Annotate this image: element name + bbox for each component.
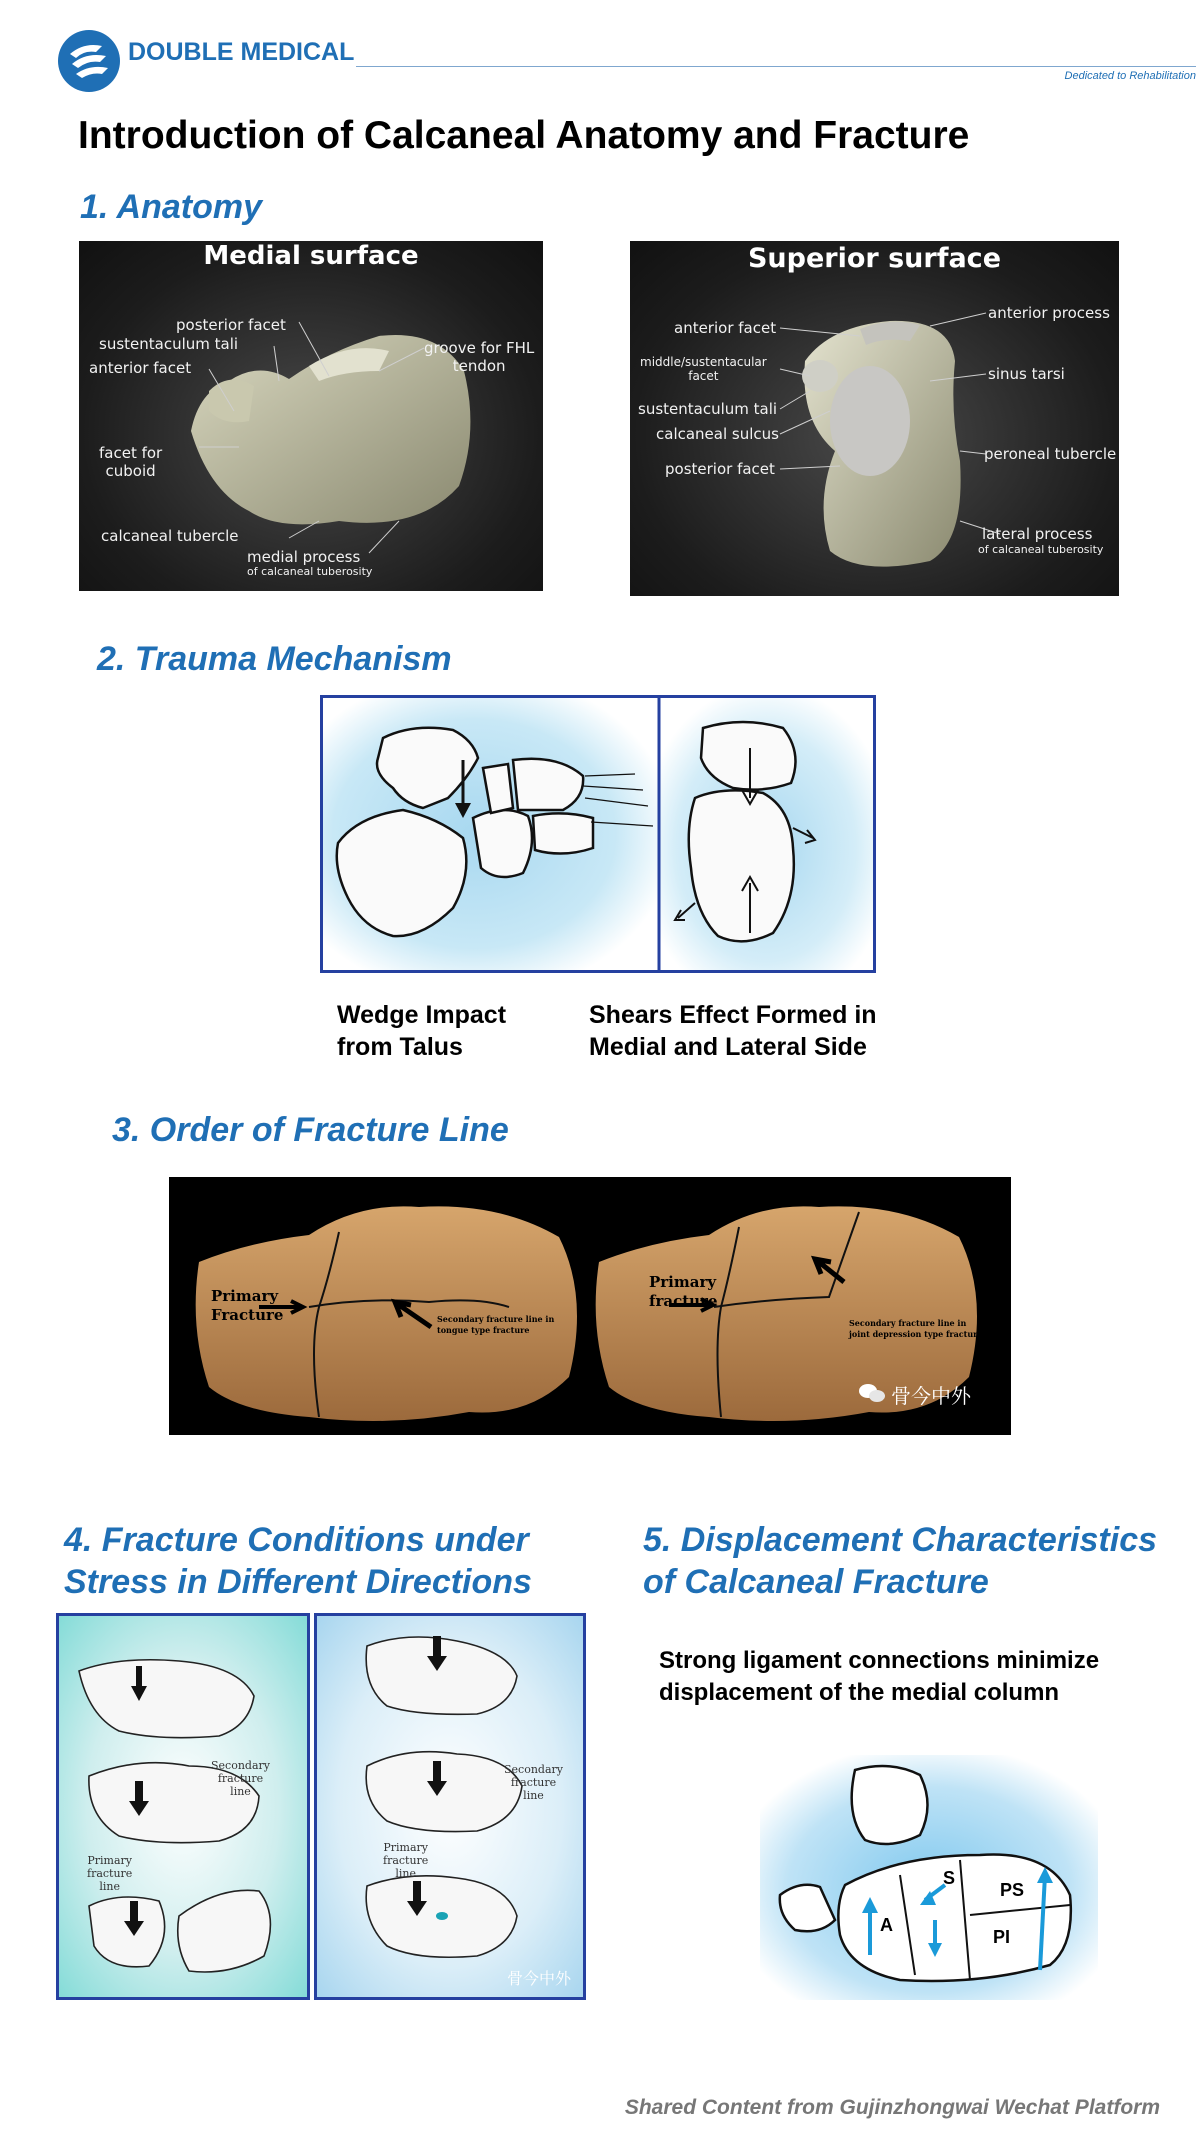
trauma-caption-right: Shears Effect Formed in Medial and Lateral Side: [589, 1001, 877, 1061]
section-anatomy-title: 1. Anatomy: [80, 188, 263, 226]
section-trauma-title: 2. Trauma Mechanism: [97, 640, 452, 678]
label-peroneal-tubercle: peroneal tubercle: [984, 445, 1117, 463]
trauma-caption-left: Wedge Impact from Talus: [337, 1001, 507, 1061]
label-calcaneal-tubercle: calcaneal tubercle: [101, 527, 239, 545]
cond-left-primary: Primary fracture line: [87, 1854, 133, 1893]
fragment-s: S: [943, 1868, 956, 1888]
displacement-text: Strong ligament connections minimize displacement of the medial column: [659, 1647, 1100, 1706]
page-title: Introduction of Calcaneal Anatomy and Fracture: [78, 114, 970, 157]
label-sup-anterior-facet: anterior facet: [674, 319, 777, 337]
order-watermark: 骨今中外: [891, 1384, 971, 1408]
medial-heading: Medial surface: [203, 241, 419, 271]
tagline: Dedicated to Rehabilitation: [1064, 70, 1196, 82]
superior-heading: Superior surface: [747, 243, 1002, 274]
label-lateral-process-sub: of calcaneal tuberosity: [978, 543, 1104, 556]
fragment-a: A: [880, 1915, 893, 1935]
label-medial-process: medial process: [247, 548, 361, 566]
order-figure: [169, 1177, 1011, 1435]
order-left-secondary: Secondary fracture line in tongue type fracture: [437, 1314, 555, 1335]
conditions-left-illustration: [59, 1616, 307, 1997]
order-right-primary: Primary fracture: [649, 1273, 718, 1310]
label-middle-facet: middle/sustentacular facet: [640, 355, 767, 383]
header: [56, 26, 1196, 86]
fragment-ps: PS: [1000, 1880, 1025, 1900]
label-posterior-facet: posterior facet: [176, 316, 286, 334]
order-right-secondary: Secondary fracture line in joint depression type fracture: [849, 1318, 983, 1339]
section-conditions-title: 4. Fracture Conditions under Stress in Different Directions: [64, 1521, 532, 1601]
section-order-title: 3. Order of Fracture Line: [112, 1111, 509, 1149]
label-sup-posterior-facet: posterior facet: [665, 460, 775, 478]
label-anterior-process: anterior process: [988, 304, 1110, 322]
label-sinus-tarsi: sinus tarsi: [988, 365, 1065, 383]
conditions-figure-right: [314, 1613, 586, 2000]
trauma-illustration: [323, 698, 873, 970]
wechat-icon: [859, 1382, 887, 1404]
cond-watermark: 骨今中外: [507, 1969, 572, 1988]
label-anterior-facet: anterior facet: [89, 359, 192, 377]
label-lateral-process: lateral process: [982, 525, 1093, 543]
brand-name: DOUBLE MEDICAL: [128, 38, 355, 66]
double-medical-logo-icon: [56, 28, 122, 94]
section-displacement-title: 5. Displacement Characteristics of Calcaneal Fracture: [643, 1521, 1158, 1601]
label-sustentaculum-tali: sustentaculum tali: [99, 335, 239, 353]
conditions-figure-left: [56, 1613, 310, 2000]
order-left-primary: Primary Fracture: [211, 1287, 284, 1324]
superior-surface-panel: [630, 241, 1119, 596]
displacement-illustration: [760, 1755, 1098, 2000]
medial-surface-panel: [79, 241, 543, 591]
displacement-figure: [760, 1755, 1098, 2000]
label-groove-fhl: groove for FHL tendon: [424, 339, 535, 375]
cond-right-secondary: Secondary fracture line: [504, 1763, 563, 1802]
conditions-right-illustration: [317, 1616, 583, 1997]
label-sup-sustentaculum-tali: sustentaculum tali: [638, 400, 778, 418]
footer-credit: Shared Content from Gujinzhongwai Wechat Platform: [624, 2096, 1160, 2119]
label-medial-process-sub: of calcaneal tuberosity: [247, 565, 373, 578]
header-rule: [356, 66, 1196, 67]
cond-left-secondary: Secondary fracture line: [211, 1759, 270, 1798]
label-facet-cuboid: facet for cuboid: [99, 444, 163, 480]
fragment-pi: PI: [993, 1927, 1011, 1947]
label-calcaneal-sulcus: calcaneal sulcus: [656, 425, 779, 443]
cond-right-primary: Primary fracture line: [383, 1841, 429, 1880]
trauma-figure: [320, 695, 876, 973]
